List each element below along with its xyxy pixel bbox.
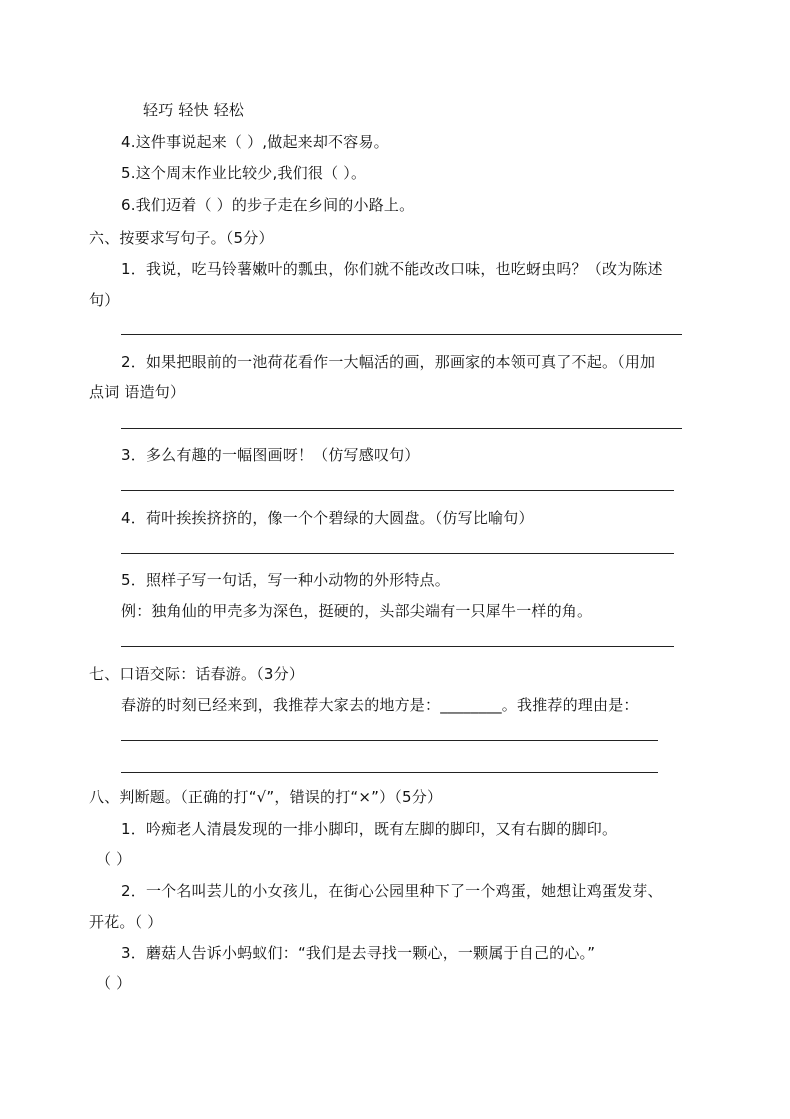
fill-sentence-6: 6.我们迈着（ ）的步子走在乡间的小路上。 bbox=[121, 196, 415, 214]
answer-line-q4[interactable] bbox=[121, 553, 674, 554]
answer-line-7b[interactable] bbox=[121, 772, 658, 773]
answer-line-q5[interactable] bbox=[121, 646, 674, 647]
answer-line-7a[interactable] bbox=[121, 740, 658, 741]
fill-sentence-4: 4.这件事说起来（ ）,做起来却不容易。 bbox=[121, 133, 389, 151]
q4: 4．荷叶挨挨挤挤的，像一个个碧绿的大圆盘。（仿写比喻句） bbox=[121, 509, 534, 527]
section-7-prompt: 春游的时刻已经来到，我推荐大家去的地方是：________。我推荐的理由是： bbox=[121, 696, 639, 714]
answer-line-q3[interactable] bbox=[121, 490, 674, 491]
word-choices: 轻巧 轻快 轻松 bbox=[143, 101, 245, 119]
q5-example: 例：独角仙的甲壳多为深色，挺硬的，头部尖端有一只犀牛一样的角。 bbox=[121, 602, 593, 620]
judge-2-line-2[interactable]: 开花。（ ） bbox=[89, 913, 163, 931]
judge-2-line-1: 2．一个名叫芸儿的小女孩儿，在街心公园里种下了一个鸡蛋，她想让鸡蛋发芽、 bbox=[121, 882, 663, 900]
q2-line-2: 点词 语造句） bbox=[89, 383, 186, 401]
q1-line-2: 句） bbox=[89, 291, 120, 309]
judge-3-line-1: 3．蘑菇人告诉小蚂蚁们：“我们是去寻找一颗心，一颗属于自己的心。” bbox=[121, 944, 596, 962]
answer-line-q2[interactable] bbox=[121, 428, 682, 429]
answer-line-q1[interactable] bbox=[121, 334, 682, 335]
judge-1-line-1: 1．吟痴老人清晨发现的一排小脚印，既有左脚的脚印，又有右脚的脚印。 bbox=[121, 820, 618, 838]
judge-3-bracket[interactable]: （ ） bbox=[96, 974, 132, 992]
q1-line-1: 1．我说，吃马铃薯嫩叶的瓢虫，你们就不能改改口味，也吃蚜虫吗？（改为陈述 bbox=[121, 260, 663, 278]
section-8-heading: 八、判断题。（正确的打“√”，错误的打“×”）（5分） bbox=[89, 788, 443, 806]
section-6-heading: 六、按要求写句子。（5分） bbox=[89, 229, 274, 247]
q5: 5．照样子写一句话，写一种小动物的外形特点。 bbox=[121, 571, 450, 589]
fill-sentence-5: 5.这个周末作业比较少,我们很（ ）。 bbox=[121, 164, 367, 182]
q2-line-1: 2．如果把眼前的一池荷花看作一大幅活的画，那画家的本领可真了不起。（用加 bbox=[121, 353, 656, 371]
q3: 3．多么有趣的一幅图画呀！（仿写感叹句） bbox=[121, 446, 420, 464]
judge-1-bracket[interactable]: （ ） bbox=[96, 850, 132, 868]
section-7-heading: 七、口语交际：话春游。（3分） bbox=[89, 665, 305, 683]
